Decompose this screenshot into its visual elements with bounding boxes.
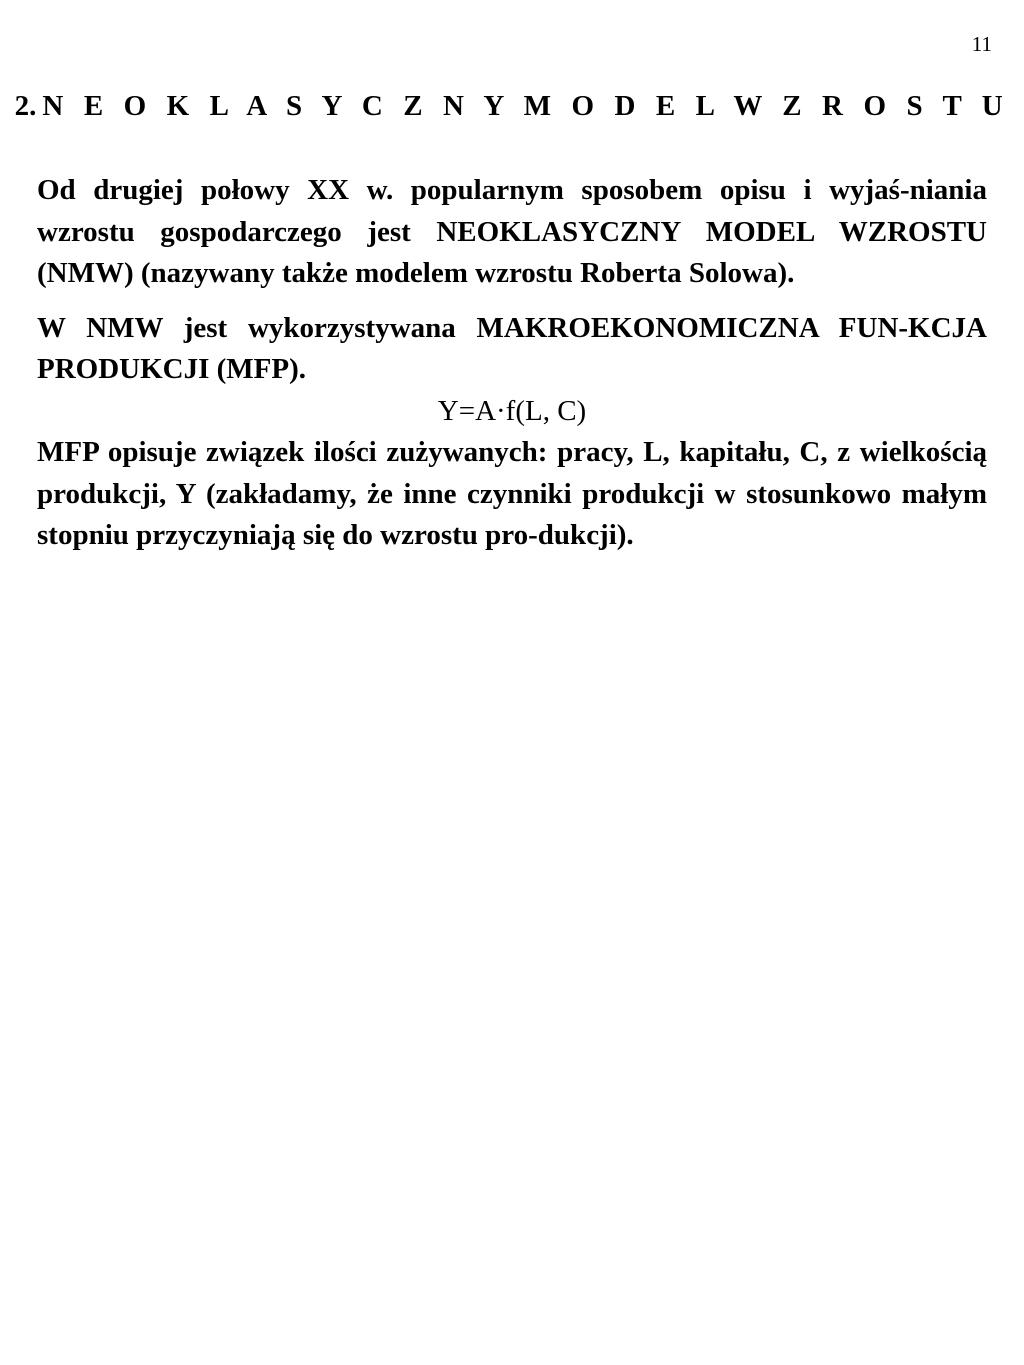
paragraph-intro: Od drugiej połowy XX w. popularnym sposobem opisu i wyjaś-niania wzrostu gospodarczego jest NEOKLASYCZNY MODEL WZROSTU (NMW) (nazywany także modelem wzrostu Roberta Solowa). <box>37 174 987 289</box>
section-number: 2. <box>14 90 37 122</box>
production-function-formula: Y=A·f(L, C) <box>437 394 587 427</box>
section-heading <box>0 92 1024 121</box>
document-body <box>37 170 987 557</box>
paragraph-mfp-description: MFP opisuje związek ilości zużywanych: pracy, L, kapitału, C, z wielkością produkcji, Y (zakładamy, że inne czynniki produkcji w stosunkowo małym stopniu przyczyniają się do wzrostu pro-dukcji). <box>37 436 987 551</box>
page-number: 11 <box>971 32 992 56</box>
paragraph-mfp-intro: W NMW jest wykorzystywana MAKROEKONOMICZNA FUN-KCJA PRODUKCJI (MFP). <box>37 311 987 385</box>
section-title: N E O K L A S Y C Z N Y M O D E L W Z R O S T U <box>42 90 1010 122</box>
